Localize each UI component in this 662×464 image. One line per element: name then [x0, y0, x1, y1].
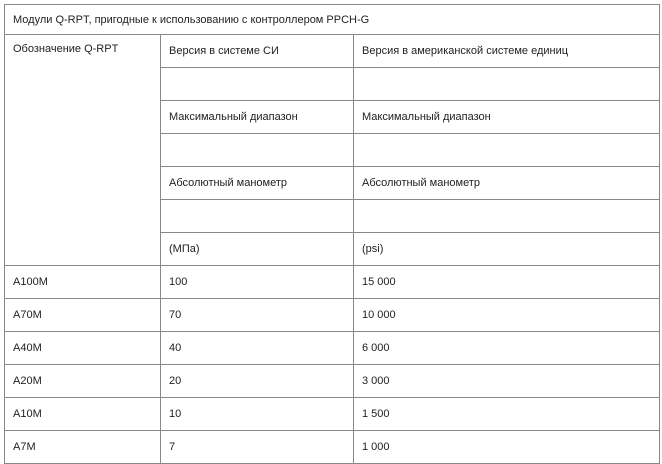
psi-cell: 1 500 [354, 398, 660, 431]
empty-cell [354, 68, 660, 101]
si-unit-header: (МПа) [161, 233, 354, 266]
header-row [5, 35, 660, 68]
table-row [5, 332, 660, 365]
si-version-header: Версия в системе СИ [161, 35, 354, 68]
table-row [5, 299, 660, 332]
mpa-cell: 100 [161, 266, 354, 299]
mpa-cell: 7 [161, 431, 354, 464]
empty-cell [161, 200, 354, 233]
empty-cell [354, 134, 660, 167]
us-version-header: Версия в американской системе единиц [354, 35, 660, 68]
mpa-cell: 40 [161, 332, 354, 365]
psi-cell: 10 000 [354, 299, 660, 332]
mpa-cell: 70 [161, 299, 354, 332]
designation-cell: A7M [5, 431, 161, 464]
table-title: Модули Q-RPT, пригодные к использованию с контроллером PPCH-G [5, 5, 660, 35]
us-unit-header: (psi) [354, 233, 660, 266]
mpa-cell: 10 [161, 398, 354, 431]
empty-cell [161, 134, 354, 167]
empty-cell [354, 200, 660, 233]
table-row [5, 431, 660, 464]
psi-cell: 1 000 [354, 431, 660, 464]
table-row [5, 266, 660, 299]
designation-cell: A10M [5, 398, 161, 431]
designation-cell: A20M [5, 365, 161, 398]
designation-cell: A70M [5, 299, 161, 332]
empty-cell [161, 68, 354, 101]
psi-cell: 15 000 [354, 266, 660, 299]
psi-cell: 6 000 [354, 332, 660, 365]
us-manometer-header: Абсолютный манометр [354, 167, 660, 200]
psi-cell: 3 000 [354, 365, 660, 398]
table-title-row [5, 5, 660, 35]
designation-header: Обозначение Q-RPT [5, 35, 161, 266]
qrpt-modules-table [4, 4, 660, 464]
si-manometer-header: Абсолютный манометр [161, 167, 354, 200]
table-row [5, 365, 660, 398]
si-range-header: Максимальный диапазон [161, 101, 354, 134]
designation-cell: A40M [5, 332, 161, 365]
us-range-header: Максимальный диапазон [354, 101, 660, 134]
table-row [5, 398, 660, 431]
designation-cell: A100M [5, 266, 161, 299]
mpa-cell: 20 [161, 365, 354, 398]
